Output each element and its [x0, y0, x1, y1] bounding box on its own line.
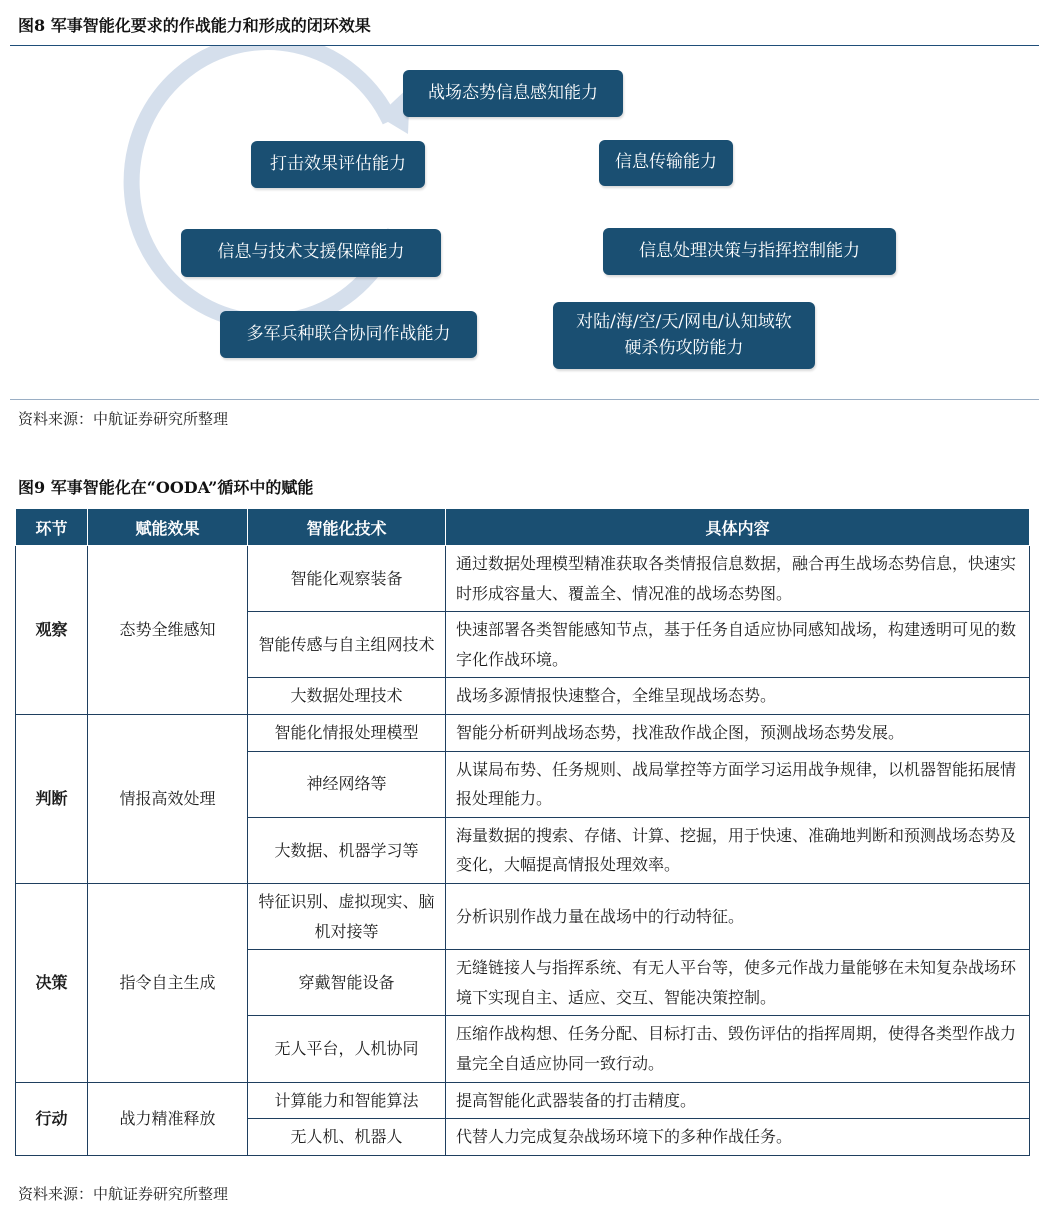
- table-row: [16, 546, 1030, 612]
- tech-cell: 智能传感与自主组网技术: [248, 612, 446, 678]
- header-effect: 赋能效果: [88, 509, 248, 546]
- figure9-title: 图9 军事智能化在“OODA”循环中的赋能: [18, 478, 314, 497]
- figure8-source: 资料来源：中航证券研究所整理: [18, 410, 229, 428]
- tech-cell: 特征识别、虚拟现实、脑机对接等: [248, 883, 446, 949]
- table-header-row: [16, 509, 1030, 546]
- figure8-title: 图8 军事智能化要求的作战能力和形成的闭环效果: [18, 16, 371, 35]
- table-row: [16, 883, 1030, 949]
- capability-information-transmission: 信息传输能力: [599, 140, 733, 186]
- content-cell: 战场多源情报快速整合，全维呈现战场态势。: [446, 678, 1030, 715]
- capability-joint-operations: 多军兵种联合协同作战能力: [220, 311, 477, 358]
- content-cell: 海量数据的搜索、存储、计算、挖掘，用于快速、准确地判断和预测战场态势及变化，大幅提高情报处理效率。: [446, 817, 1030, 883]
- header-technology: 智能化技术: [248, 509, 446, 546]
- content-cell: 提高智能化武器装备的打击精度。: [446, 1082, 1030, 1119]
- content-cell: 代替人力完成复杂战场环境下的多种作战任务。: [446, 1119, 1030, 1156]
- ooda-table: [15, 508, 1030, 1156]
- effect-cell: 战力精准释放: [88, 1082, 248, 1155]
- content-cell: 快速部署各类智能感知节点，基于任务自适应协同感知战场，构建透明可见的数字化作战环境。: [446, 612, 1030, 678]
- capability-multi-domain-attack-defense: 对陆/海/空/天/网电/认知域软硬杀伤攻防能力: [553, 302, 815, 369]
- tech-cell: 大数据、机器学习等: [248, 817, 446, 883]
- tech-cell: 穿戴智能设备: [248, 950, 446, 1016]
- effect-cell: 态势全维感知: [88, 546, 248, 715]
- tech-cell: 智能化情报处理模型: [248, 714, 446, 751]
- header-stage: 环节: [16, 509, 88, 546]
- stage-cell: 行动: [16, 1082, 88, 1155]
- stage-cell: 观察: [16, 546, 88, 715]
- tech-cell: 大数据处理技术: [248, 678, 446, 715]
- capability-decision-command-control: 信息处理决策与指挥控制能力: [603, 228, 896, 275]
- content-cell: 无缝链接人与指挥系统、有无人平台等，使多元作战力量能够在未知复杂战场环境下实现自主、适应、交互、智能决策控制。: [446, 950, 1030, 1016]
- effect-cell: 指令自主生成: [88, 883, 248, 1082]
- table-row: [16, 1082, 1030, 1119]
- stage-cell: 判断: [16, 714, 88, 883]
- content-cell: 智能分析研判战场态势，找准敌作战企图，预测战场态势发展。: [446, 714, 1030, 751]
- tech-cell: 无人机、机器人: [248, 1119, 446, 1156]
- tech-cell: 计算能力和智能算法: [248, 1082, 446, 1119]
- capability-support-assurance: 信息与技术支援保障能力: [181, 229, 441, 277]
- content-cell: 通过数据处理模型精准获取各类情报信息数据，融合再生战场态势信息，快速实时形成容量大、覆盖全、情况准的战场态势图。: [446, 546, 1030, 612]
- stage-cell: 决策: [16, 883, 88, 1082]
- content-cell: 从谋局布势、任务规则、战局掌控等方面学习运用战争规律，以机器智能拓展情报处理能力。: [446, 751, 1030, 817]
- table-row: [16, 714, 1030, 751]
- tech-cell: 无人平台，人机协同: [248, 1016, 446, 1082]
- figure8-bottom-rule: [10, 399, 1039, 400]
- content-cell: 压缩作战构想、任务分配、目标打击、毁伤评估的指挥周期，使得各类型作战力量完全自适应协同一致行动。: [446, 1016, 1030, 1082]
- capability-strike-evaluation: 打击效果评估能力: [251, 141, 425, 188]
- tech-cell: 神经网络等: [248, 751, 446, 817]
- header-content: 具体内容: [446, 509, 1030, 546]
- effect-cell: 情报高效处理: [88, 714, 248, 883]
- content-cell: 分析识别作战力量在战场中的行动特征。: [446, 883, 1030, 949]
- capability-situational-awareness: 战场态势信息感知能力: [403, 70, 623, 117]
- tech-cell: 智能化观察装备: [248, 546, 446, 612]
- figure9-source: 资料来源：中航证券研究所整理: [18, 1185, 229, 1203]
- capability-cycle-diagram: [0, 46, 1049, 398]
